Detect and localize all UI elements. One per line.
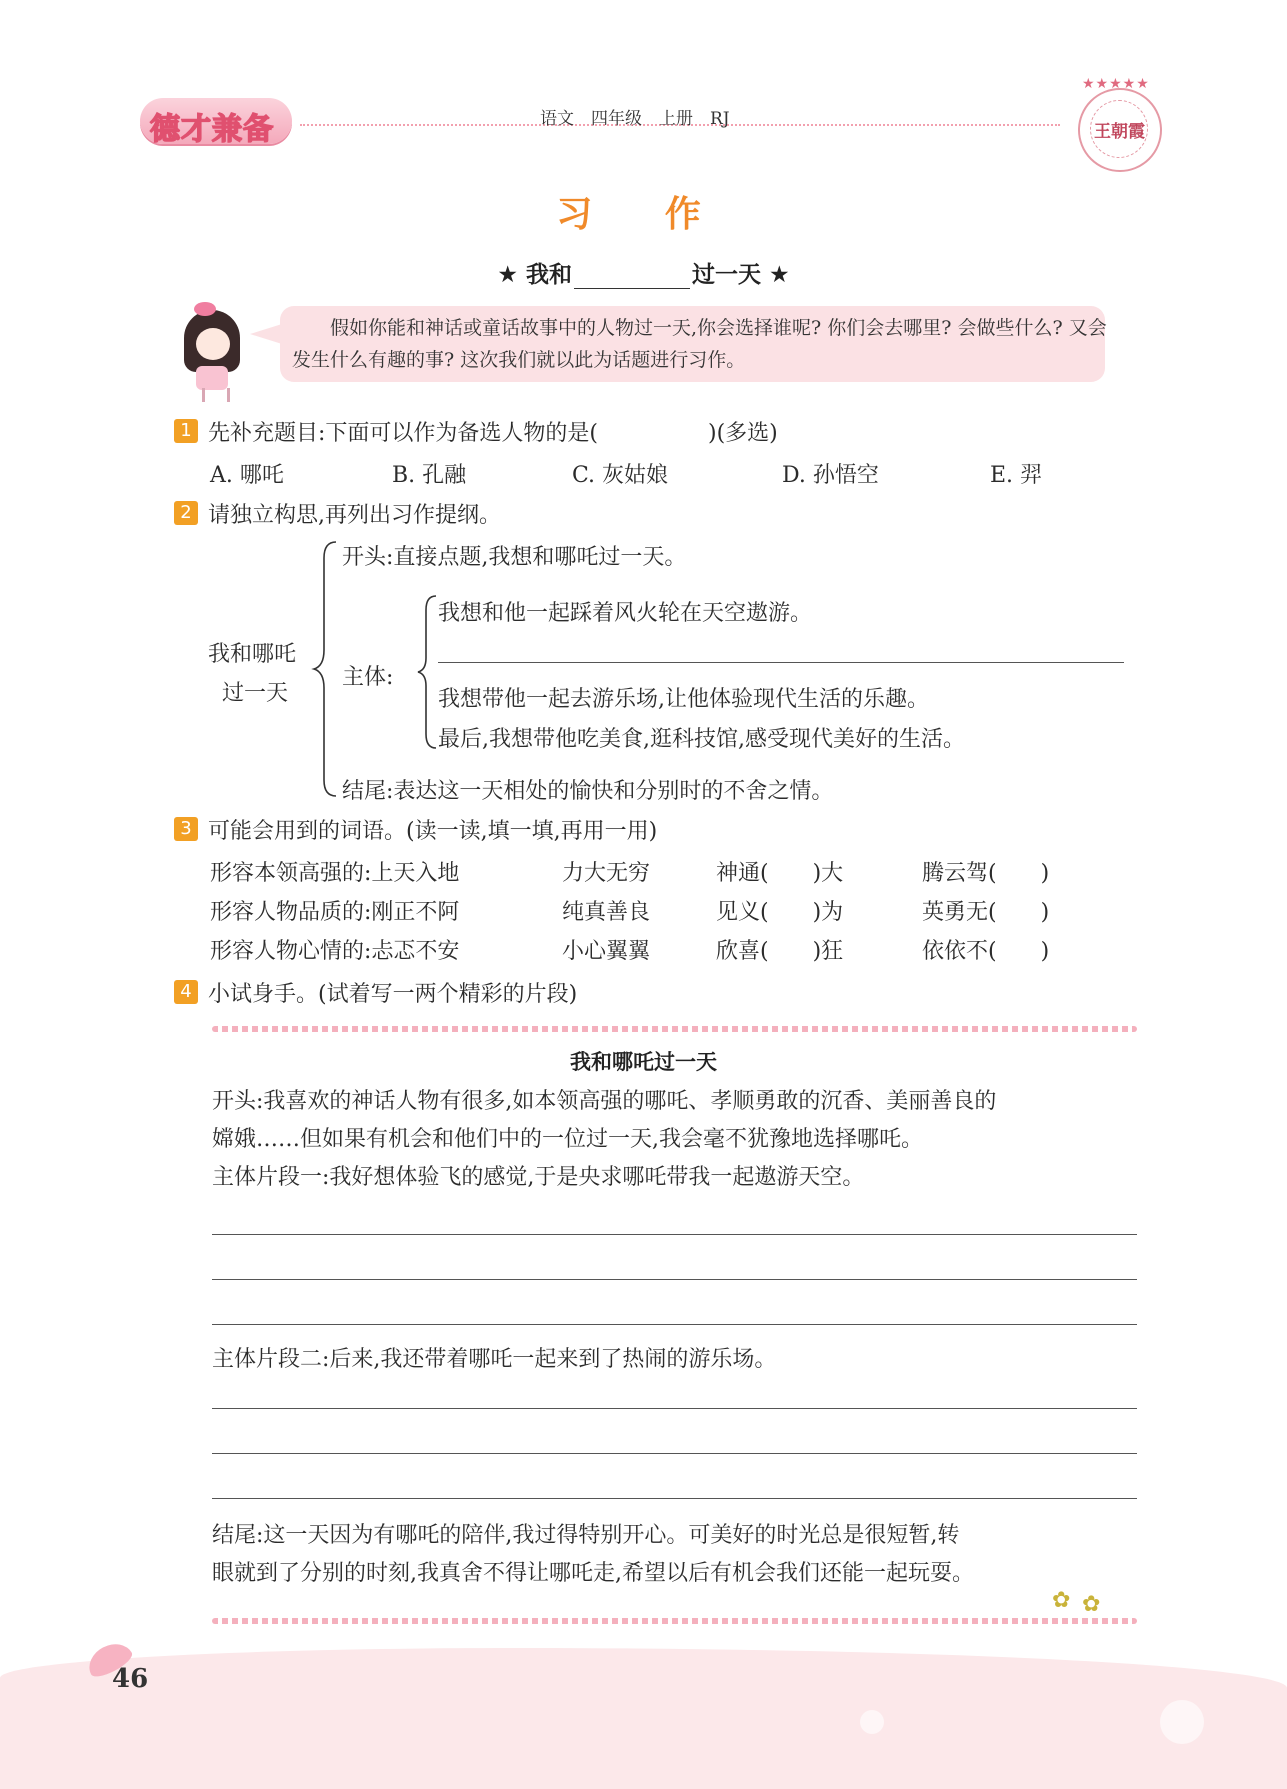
page-title: 习 作 <box>556 194 731 235</box>
bow-icon <box>194 302 216 316</box>
outline-body-blank-line[interactable] <box>438 662 1124 663</box>
q4-text: 小试身手。(试着写一两个精彩的片段) <box>208 982 578 1007</box>
essay-opening-line2: 嫦娥……但如果有机会和他们中的一位过一天,我会毫不犹豫地选择哪吒。 <box>212 1127 923 1152</box>
topic-left: ★ 我和 <box>497 262 572 288</box>
wavy-divider-bottom <box>212 1618 1137 1624</box>
girl-dress <box>196 366 228 390</box>
butterfly-icon: ✿ <box>1082 1592 1101 1617</box>
topic-right: 过一天 ★ <box>692 262 790 288</box>
intro-text: 假如你能和神话或童话故事中的人物过一天,你会选择谁呢? 你们会去哪里? 会做些什么? 又会发生什么有趣的事? 这次我们就以此为话题进行习作。 <box>292 317 1107 371</box>
outline-brace-main <box>310 538 340 800</box>
topic-blank <box>574 270 690 289</box>
outline-body-item-3: 最后,我想带他吃美食,逛科技馆,感受现代美好的生活。 <box>438 727 965 752</box>
q1-option-e: E. 羿 <box>990 463 1043 488</box>
girl-legs <box>202 388 230 402</box>
wavy-divider-top <box>212 1026 1137 1032</box>
writing-line[interactable] <box>212 1324 1137 1325</box>
essay-ending-line2: 眼就到了分别的时刻,我真舍不得让哪吒走,希望以后有机会我们还能一起玩耍。 <box>212 1561 974 1586</box>
q3-row1-word4[interactable]: 腾云驾( ) <box>922 861 1050 886</box>
outline-body-label: 主体: <box>342 665 394 690</box>
q3-row2-label: 形容人物品质的:刚正不阿 <box>210 900 460 925</box>
q1-text: 先补充题目:下面可以作为备选人物的是( )(多选) <box>208 421 778 446</box>
q3-row2-word3[interactable]: 见义( )为 <box>716 900 844 925</box>
q1-option-a: A. 哪吒 <box>210 463 284 488</box>
speech-bubble-tail <box>250 324 282 344</box>
question-number-4: 4 <box>174 980 198 1004</box>
q1-option-d: D. 孙悟空 <box>782 463 879 488</box>
q1-option-b: B. 孔融 <box>392 463 467 488</box>
q3-row1-word2: 力大无穷 <box>562 861 651 886</box>
question-number-2: 2 <box>174 501 198 525</box>
question-number-3: 3 <box>174 817 198 841</box>
essay-body2-prompt: 主体片段二:后来,我还带着哪吒一起来到了热闹的游乐场。 <box>212 1347 777 1372</box>
outline-body-item-2: 我想带他一起去游乐场,让他体验现代生活的乐趣。 <box>438 687 929 712</box>
footer-bubble <box>860 1710 884 1734</box>
seal-text: 王朝霞 <box>1094 122 1145 142</box>
q3-row2-word4[interactable]: 英勇无( ) <box>922 900 1050 925</box>
essay-title: 我和哪吒过一天 <box>570 1050 717 1074</box>
stars-icon: ★★★★★ <box>1082 76 1150 92</box>
q3-row3-word3[interactable]: 欣喜( )狂 <box>716 939 844 964</box>
q3-row2-word2: 纯真善良 <box>562 900 651 925</box>
outline-root-line1: 我和哪吒 <box>208 642 297 667</box>
outline-root-line2: 过一天 <box>222 681 289 706</box>
essay-ending-line1: 结尾:这一天因为有哪吒的陪伴,我过得特别开心。可美好的时光总是很短暂,转 <box>212 1523 960 1548</box>
essay-topic <box>0 256 1287 289</box>
q1-option-c: C. 灰姑娘 <box>572 463 669 488</box>
q3-row3-word4[interactable]: 依依不( ) <box>922 939 1050 964</box>
writing-line[interactable] <box>212 1408 1137 1409</box>
footer-bubble <box>1160 1700 1204 1744</box>
q3-row1-word3[interactable]: 神通( )大 <box>716 861 844 886</box>
question-number-1: 1 <box>174 419 198 443</box>
outline-brace-body <box>414 592 440 752</box>
q3-row1-label: 形容本领高强的:上天入地 <box>210 861 460 886</box>
logo-text: 德才兼备 <box>150 112 274 147</box>
essay-opening-line1: 开头:我喜欢的神话人物有很多,如本领高强的哪吒、孝顺勇敢的沉香、美丽善良的 <box>212 1089 997 1114</box>
writing-line[interactable] <box>212 1453 1137 1454</box>
writing-line[interactable] <box>212 1279 1137 1280</box>
outline-body-item-1: 我想和他一起踩着风火轮在天空遨游。 <box>438 601 813 626</box>
footer-background <box>0 1648 1287 1789</box>
q3-text: 可能会用到的词语。(读一读,填一填,再用一用) <box>208 819 658 844</box>
outline-ending: 结尾:表达这一天相处的愉快和分别时的不舍之情。 <box>342 779 834 804</box>
q3-row3-label: 形容人物心情的:忐忑不安 <box>210 939 460 964</box>
outline-opening: 开头:直接点题,我想和哪吒过一天。 <box>342 545 687 570</box>
q3-row3-word2: 小心翼翼 <box>562 939 651 964</box>
writing-line[interactable] <box>212 1498 1137 1499</box>
q2-text: 请独立构思,再列出习作提纲。 <box>208 503 501 528</box>
writing-line[interactable] <box>212 1234 1137 1235</box>
essay-body1-prompt: 主体片段一:我好想体验飞的感觉,于是央求哪吒带我一起遨游天空。 <box>212 1165 865 1190</box>
butterfly-icon: ✿ <box>1052 1588 1071 1613</box>
subject-label: 语文 四年级 上册 RJ <box>540 109 730 129</box>
page-number: 46 <box>112 1664 149 1694</box>
girl-face <box>196 328 230 360</box>
